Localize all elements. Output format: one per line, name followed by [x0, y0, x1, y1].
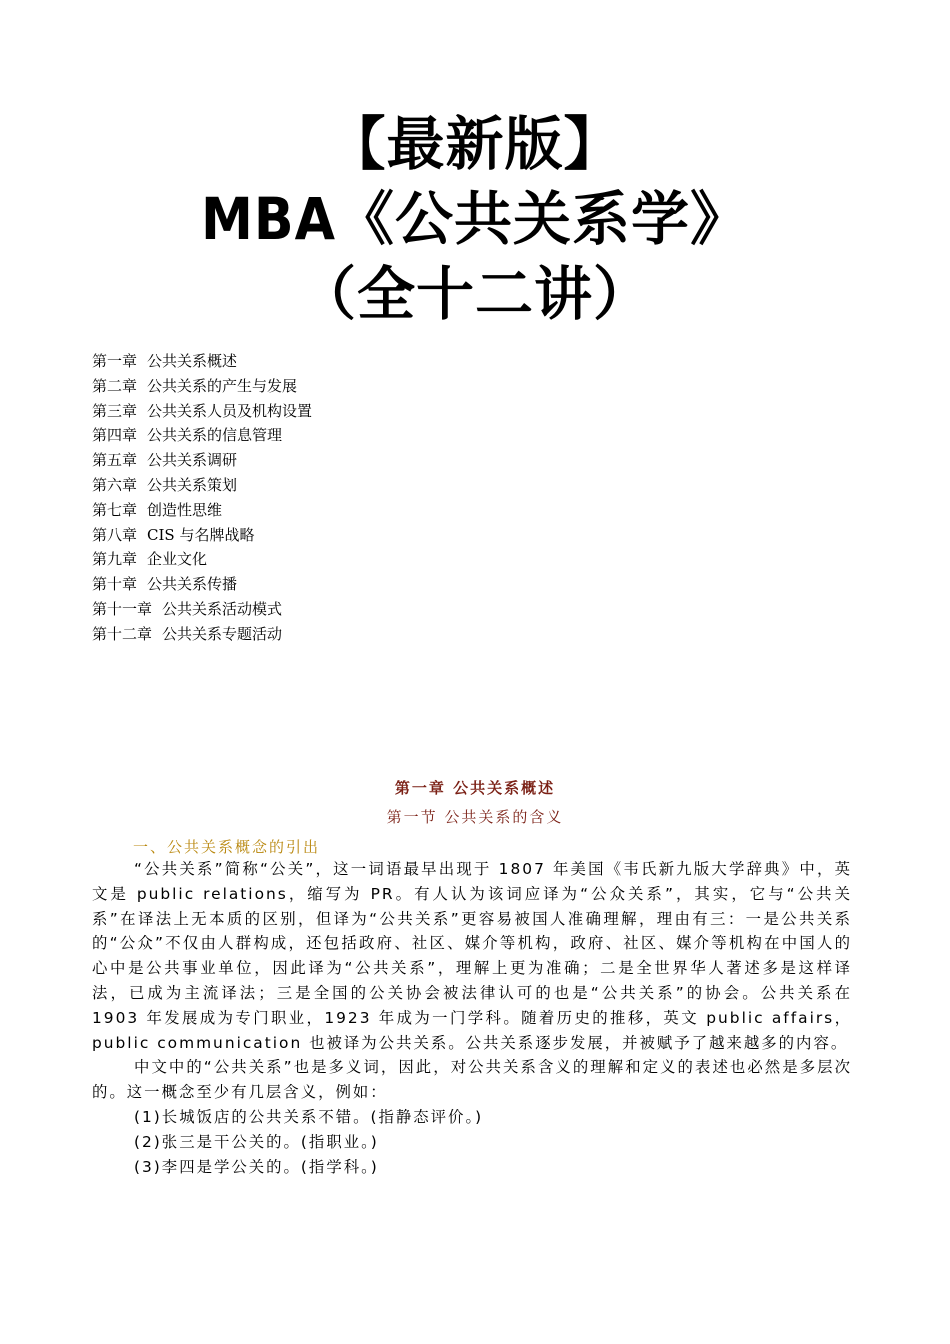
- body-paragraph: “公共关系”简称“公关”，这一词语最早出现于 1807 年美国《韦氏新九版大学辞典》中，英文是 public relations，缩写为 PR。有人认为该词应译为“公众关系”，其实，它与“公共关系”在译法上无本质的区别，但译为“公共关系”更容易被国人准确理解，理由有三：一是公共关系的“公众”不仅由人群构成，还包括政府、社区、媒介等机构，政府、社区、媒介等机构在中国人的心中是公共事业单位，因此译为“公共关系”，理解上更为准确；二是全世界华人著述多是这样译法，已成为主流译法；三是全国的公关协会被法律认可的也是“公共关系”的协会。公共关系在 1903 年发展成为专门职业，1923 年成为一门学科。随着历史的推移，英文 public affairs，public communication 也被译为公共关系。公共关系逐步发展，并被赋予了越来越多的内容。: [92, 860, 852, 1052]
- table-of-contents: [92, 349, 312, 647]
- toc-chapter-number: 第五章: [92, 451, 138, 470]
- toc-chapter-number: 第七章: [92, 500, 138, 519]
- toc-chapter-label: 公共关系策划: [147, 475, 238, 494]
- title-edition: 【最新版】: [327, 110, 623, 178]
- toc-chapter-number: 第九章: [92, 550, 138, 569]
- toc-chapter-number: 第六章: [92, 475, 138, 494]
- toc-item: [92, 622, 312, 647]
- example-line: (3)李四是学公关的。(指学科。): [134, 1157, 379, 1176]
- toc-item: [92, 597, 312, 622]
- toc-item: [92, 473, 312, 498]
- toc-item: [92, 349, 312, 374]
- toc-item: [92, 498, 312, 523]
- toc-item: [92, 572, 312, 597]
- toc-chapter-label: 公共关系专题活动: [162, 624, 283, 643]
- toc-chapter-number: 第四章: [92, 426, 138, 445]
- toc-item: [92, 547, 312, 572]
- toc-chapter-number: 第三章: [92, 401, 138, 420]
- chapter-body: [92, 857, 852, 1179]
- toc-item: [92, 523, 312, 548]
- toc-chapter-label: 公共关系的信息管理: [147, 426, 283, 445]
- section-heading: 第一节 公共关系的含义: [386, 808, 564, 826]
- toc-chapter-label: 公共关系传播: [147, 575, 238, 594]
- toc-chapter-number: 第二章: [92, 376, 138, 395]
- toc-chapter-number: 第十一章: [92, 599, 153, 618]
- toc-chapter-label: 公共关系调研: [147, 451, 238, 470]
- toc-chapter-label: 公共关系的产生与发展: [147, 376, 298, 395]
- toc-item: [92, 374, 312, 399]
- toc-chapter-label: 企业文化: [147, 550, 208, 569]
- toc-chapter-label: 创造性思维: [147, 500, 223, 519]
- toc-item: [92, 399, 312, 424]
- toc-chapter-number: 第一章: [92, 352, 138, 370]
- toc-chapter-label: 公共关系活动模式: [162, 599, 283, 618]
- toc-item: [92, 448, 312, 473]
- toc-chapter-number: 第八章: [92, 525, 138, 544]
- toc-chapter-number: 第十二章: [92, 624, 153, 643]
- body-paragraph: 中文中的“公共关系”也是多义词，因此，对公共关系含义的理解和定义的表述也必然是多层次的。这一概念至少有几层含义，例如：: [92, 1058, 852, 1102]
- example-line: (1)长城饭店的公共关系不错。(指静态评价。): [134, 1107, 484, 1126]
- toc-item: [92, 423, 312, 448]
- title-course-name: MBA《公共关系学》: [200, 185, 750, 253]
- toc-chapter-label: 公共关系概述: [147, 352, 238, 370]
- example-line: (2)张三是干公关的。(指职业。): [134, 1132, 379, 1151]
- toc-chapter-label: CIS 与名牌战略: [147, 525, 255, 544]
- subsection-heading: 一、公共关系概念的引出: [133, 838, 321, 856]
- toc-chapter-number: 第十章: [92, 575, 138, 594]
- title-lecture-count: （全十二讲）: [297, 260, 652, 328]
- chapter-heading: 第一章 公共关系概述: [394, 779, 556, 797]
- toc-chapter-label: 公共关系人员及机构设置: [147, 401, 313, 420]
